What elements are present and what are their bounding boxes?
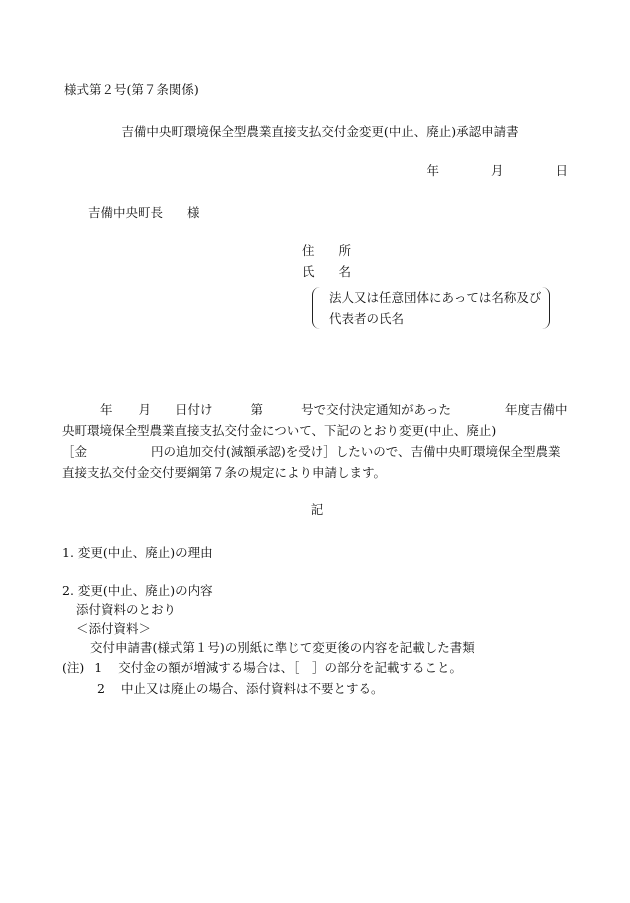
date-day: 日 <box>555 163 568 178</box>
body-paragraph <box>62 402 570 486</box>
applicant-note-line-1: 法人又は任意団体にあっては名称及び <box>329 290 542 305</box>
body-line-4: 直接支払交付金交付要綱第７条の規定により申請します。 <box>62 465 387 480</box>
date-month: 月 <box>490 163 504 178</box>
body-month: 月 <box>138 402 152 417</box>
note-1-text: 交付金の額が増減する場合は、［ ］の部分を記載すること。 <box>118 660 463 675</box>
body-amount-open: ［金 <box>62 444 88 459</box>
body-dated: 日付け <box>175 402 213 417</box>
addressee-name: 吉備中央町長 <box>88 205 164 220</box>
body-fiscal-year: 年度吉備中 <box>504 402 568 417</box>
note-2-text: 中止又は廃止の場合、添付資料は不要とする。 <box>121 681 384 696</box>
address-label-char-1: 住 <box>302 243 315 258</box>
body-line-2: 央町環境保全型農業直接支払交付金について、下記のとおり変更(中止、廃止) <box>62 423 497 438</box>
applicant-note-bracket <box>312 287 550 329</box>
section-2-heading: 2. 変更(中止、廃止)の内容 <box>62 583 213 598</box>
body-notice: 号で交付決定通知があった <box>301 402 451 417</box>
body-line-3 <box>62 444 570 465</box>
note-2 <box>97 681 384 697</box>
applicant-address-label <box>302 243 351 259</box>
note-2-number: 2 <box>97 681 105 696</box>
applicant-note-line-2: 代表者の氏名 <box>329 311 405 326</box>
note-1 <box>62 660 462 676</box>
record-mark: 記 <box>310 502 324 517</box>
body-amount-rest: 円の追加交付(減額承認)を受け］したいので、吉備中央町環境保全型農業 <box>151 444 561 459</box>
form-number: 様式第２号(第７条関係) <box>64 82 199 97</box>
addressee-honorific: 様 <box>187 205 200 220</box>
body-year: 年 <box>100 402 113 417</box>
section-2-subtext: 添付資料のとおり <box>76 602 177 617</box>
addressee <box>88 205 200 221</box>
body-no: 第 <box>250 402 264 417</box>
name-label-char-1: 氏 <box>302 264 315 279</box>
date-year: 年 <box>426 163 439 178</box>
section-2-attachment-item: 交付申請書(様式第１号)の別紙に準じて変更後の内容を記載した書類 <box>90 640 475 655</box>
name-label-char-2: 名 <box>338 264 352 279</box>
document-title: 吉備中央町環境保全型農業直接支払交付金変更(中止、廃止)承認申請書 <box>121 124 519 139</box>
address-label-char-2: 所 <box>338 243 352 258</box>
body-line-1 <box>62 402 570 423</box>
date-line <box>426 163 568 179</box>
applicant-name-label <box>302 264 351 280</box>
note-prefix: (注) <box>62 660 85 675</box>
note-1-number: 1 <box>94 660 103 675</box>
section-1-heading: 1. 変更(中止、廃止)の理由 <box>62 545 213 560</box>
section-2-attachment-label: ＜添付資料＞ <box>76 621 152 636</box>
